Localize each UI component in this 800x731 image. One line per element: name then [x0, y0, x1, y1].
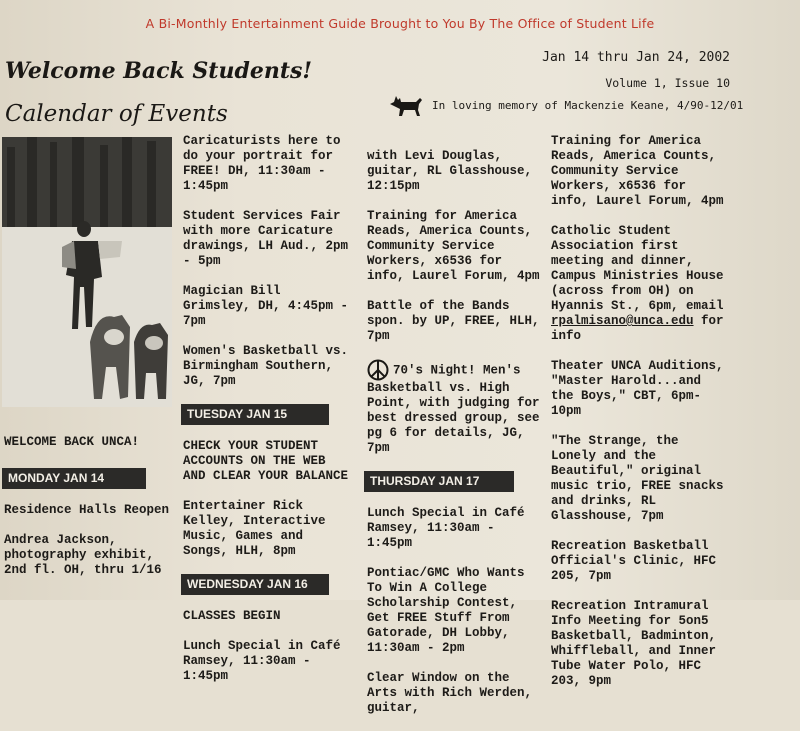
tagline: A Bi-Monthly Entertainment Guide Brought to You By The Office of Student Life: [145, 16, 655, 31]
event-item: Clear Window on the Arts with Rich Werden, guitar,: [367, 671, 533, 715]
skier-with-huskies-photo: [2, 137, 172, 407]
event-item: Battle of the Bands spon. by UP, FREE, HLH, 7pm: [367, 299, 540, 343]
event-item: Lunch Special in Café Ramsey, 11:30am - 1:45pm: [183, 639, 341, 683]
event-item: Andrea Jackson, photography exhibit, 2nd fl. OH, thru 1/16: [4, 533, 162, 577]
memorial-text: In loving memory of Mackenzie Keane, 4/90-12/01: [432, 98, 744, 112]
event-item: Training for America Reads, America Counts, Community Service Workers, x6536 for info, Laurel Forum, 4pm: [551, 134, 724, 208]
memorial-note: [388, 92, 743, 118]
event-item: Training for America Reads, America Counts, Community Service Workers, x6536 for info, Laurel Forum, 4pm: [367, 209, 540, 283]
event-item: CLASSES BEGIN: [183, 609, 281, 623]
event-item: Lunch Special in Café Ramsey, 11:30am - 1:45pm: [367, 506, 525, 550]
event-item: CHECK YOUR STUDENT ACCOUNTS ON THE WEB AND CLEAR YOUR BALANCE: [183, 439, 349, 483]
event-item-catholic-association: [551, 224, 731, 344]
event-item: Pontiac/GMC Who Wants To Win A College Scholarship Contest, Get FREE Stuff From Gatorade, DH Lobby, 11:30am - 2pm: [367, 566, 525, 655]
column-2: [183, 134, 355, 699]
event-item: Theater UNCA Auditions, "Master Harold...and the Boys," CBT, 6pm-10pm: [551, 359, 724, 418]
event-item: Recreation Basketball Official's Clinic, HFC 205, 7pm: [551, 539, 717, 583]
dog-icon: [388, 92, 424, 118]
date-range: Jan 14 thru Jan 24, 2002: [542, 50, 730, 65]
event-item: Residence Halls Reopen: [4, 503, 170, 517]
column-3: [367, 149, 545, 731]
day-heading-monday: MONDAY JAN 14: [2, 468, 146, 489]
event-text: Catholic Student Association first meeting and dinner, Campus Ministries House (across from OH) on Hyannis St., 6pm, email: [551, 224, 724, 313]
event-item: Entertainer Rick Kelley, Interactive Music, Games and Songs, HLH, 8pm: [183, 499, 326, 558]
event-item: Magician Bill Grimsley, DH, 4:45pm - 7pm: [183, 284, 349, 328]
calendar-title: Calendar of Events: [5, 101, 228, 127]
event-item: Recreation Intramural Info Meeting for 5on5 Basketball, Badminton, Whiffleball, and Inner Tube Water Polo, HFC 203, 9pm: [551, 599, 717, 688]
event-item: with Levi Douglas, guitar, RL Glasshouse, 12:15pm: [367, 149, 533, 193]
day-heading-wednesday: WEDNESDAY JAN 16: [181, 574, 329, 595]
column-1: [4, 435, 174, 593]
day-heading-tuesday: TUESDAY JAN 15: [181, 404, 329, 425]
email-link[interactable]: rpalmisano@unca.edu: [551, 314, 694, 328]
day-heading-thursday: THURSDAY JAN 17: [364, 471, 514, 492]
event-text: 70's Night! Men's Basketball vs. High Point, with judging for best dressed group, see pg 6 for details, JG, 7pm: [367, 363, 540, 455]
column-4: [551, 134, 731, 704]
event-item-70s-night: [367, 359, 545, 456]
welcome-back-unca: WELCOME BACK UNCA!: [4, 435, 140, 449]
event-item: "The Strange, the Lonely and the Beautiful," original music trio, FREE snacks and drinks, RL Glasshouse, 7pm: [551, 434, 724, 523]
event-item: Caricaturists here to do your portrait for FREE! DH, 11:30am - 1:45pm: [183, 134, 341, 193]
event-text: for info: [551, 314, 724, 343]
welcome-title: Welcome Back Students!: [5, 58, 313, 84]
peace-sign-icon: [367, 359, 389, 381]
event-item: Women's Basketball vs. Birmingham Southern, JG, 7pm: [183, 344, 349, 388]
volume-issue: Volume 1, Issue 10: [605, 76, 730, 90]
event-item: Student Services Fair with more Caricature drawings, LH Aud., 2pm - 5pm: [183, 209, 349, 268]
